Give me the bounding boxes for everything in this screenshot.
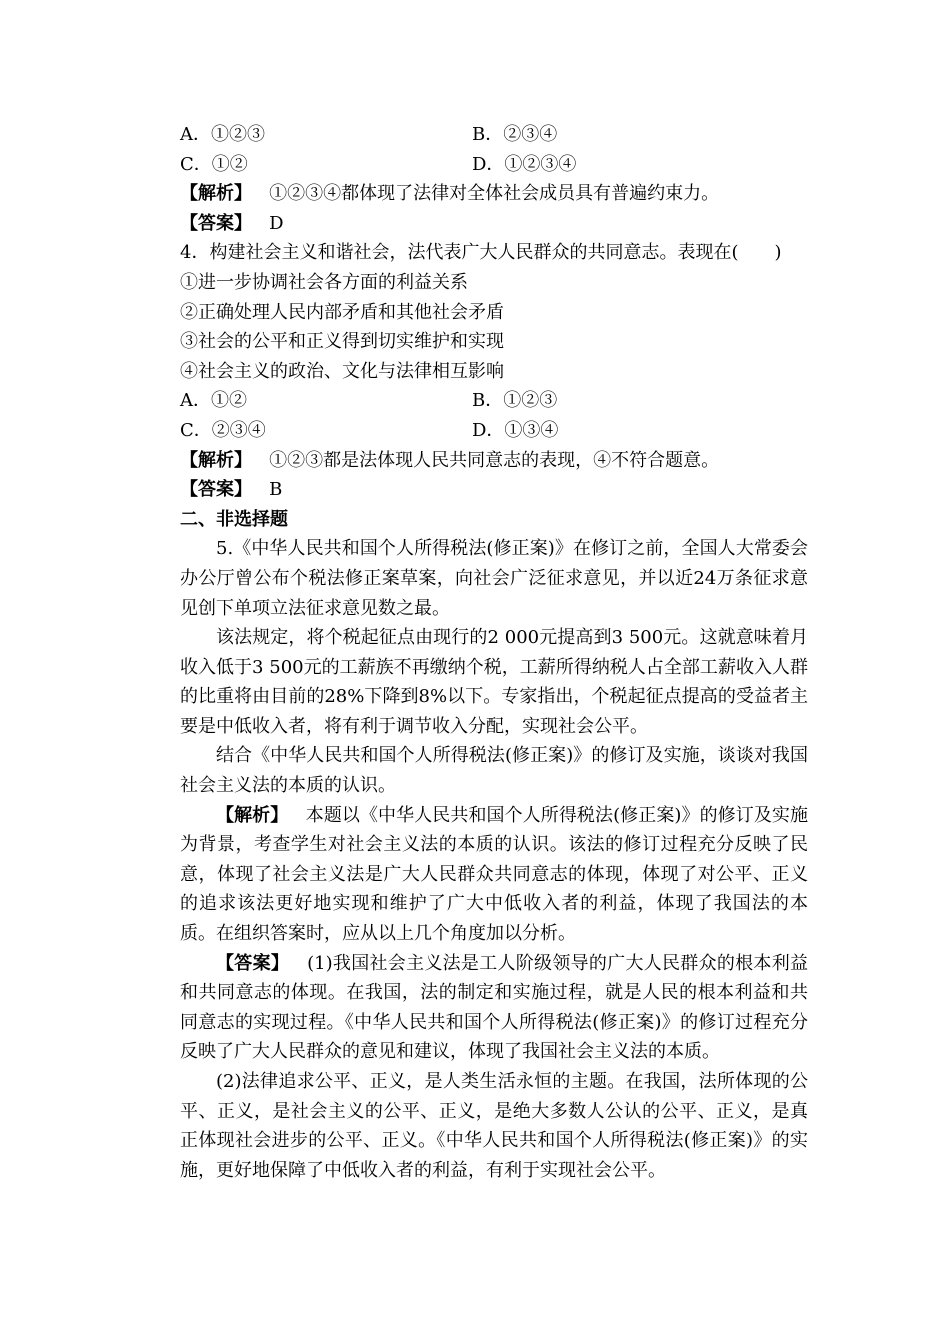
section-title: 二、非选择题: [180, 508, 288, 530]
q4-answer-text: B: [269, 479, 283, 501]
q3-options-row-2: [180, 150, 808, 180]
q5-paragraph-3: 结合《中华人民共和国个人所得税法(修正案)》的修订及实施，谈谈对我国社会主义法的本质的认识。: [180, 745, 808, 797]
q4-option-c: C．②③④: [180, 419, 266, 441]
q4-analysis-label: 【解析】: [180, 449, 252, 471]
q5-analysis: [180, 801, 808, 949]
q4-item-2: ②正确处理人民内部矛盾和其他社会矛盾: [180, 301, 504, 323]
q4-option-b: B．①②③: [472, 390, 558, 412]
q5-answer-1: [180, 949, 808, 1067]
q4-analysis: [180, 446, 808, 476]
q4-item-4: ④社会主义的政治、文化与法律相互影响: [180, 360, 504, 382]
q4-options-row-1: [180, 386, 808, 416]
q4-options-row-2: [180, 416, 808, 446]
q3-answer-label: 【答案】: [180, 212, 252, 234]
q3-option-c: C．①②: [180, 153, 248, 175]
q4-analysis-text: ①②③都是法体现人民共同意志的表现，④不符合题意。: [269, 449, 720, 471]
q5-answer-2: (2)法律追求公平、正义，是人类生活永恒的主题。在我国，法所体现的公平、正义，是社会主义的公平、正义，是绝大多数人公认的公平、正义，是真正体现社会进步的公平、正义。《中华人民共和国个人所得税法(修正案)》的实施，更好地保障了中低收入者的利益，有利于实现社会公平。: [180, 1071, 808, 1181]
q4-answer: [180, 475, 808, 505]
q3-option-b: B．②③④: [472, 124, 558, 145]
q5-paragraph-2: 该法规定，将个税起征点由现行的2 000元提高到3 500元。这就意味着月收入低于3 500元的工薪族不再缴纳个税，工薪所得纳税人占全部工薪收入人群的比重将由目前的28%下降到8%以下。专家指出，个税起征点提高的受益者主要是中低收入者，将有利于调节收入分配，实现社会公平。: [180, 627, 808, 737]
q5-analysis-text: 本题以《中华人民共和国个人所得税法(修正案)》的修订及实施为背景，考查学生对社会主义法的本质的认识。该法的修订过程充分反映了民意，体现了社会主义法是广大人民群众共同意志的体现，体现了对公平、正义的追求该法更好地实现和维护了广大中低收入者的利益，体现了我国法的本质。在组织答案时，应从以上几个角度加以分析。: [180, 804, 809, 945]
q5-analysis-label: 【解析】: [216, 804, 289, 826]
q5-answer-1-text: (1)我国社会主义法是工人阶级领导的广大人民群众的根本利益和共同意志的体现。在我国，法的制定和实施过程，就是人民的根本利益和共同意志的实现过程。《中华人民共和国个人所得税法(修正案)》的修订过程充分反映了广大人民群众的意见和建议，体现了我国社会主义法的本质。: [180, 952, 808, 1063]
q5-paragraph-1: 5.《中华人民共和国个人所得税法(修正案)》在修订之前，全国人大常委会办公厅曾公布个税法修正案草案，向社会广泛征求意见，并以近24万条征求意见创下单项立法征求意见数之最。: [180, 538, 808, 619]
q3-analysis-label: 【解析】: [180, 183, 252, 205]
q3-option-d: D．①②③④: [472, 153, 577, 175]
q3-answer: [180, 209, 808, 239]
q3-options-row-1: [180, 120, 808, 150]
q4-stem: 4．构建社会主义和谐社会，法代表广大人民群众的共同意志。表现在( ): [180, 242, 782, 264]
q3-analysis: [180, 179, 808, 209]
q4-item-1: ①进一步协调社会各方面的利益关系: [180, 271, 468, 293]
q4-option-d: D．①③④: [472, 419, 559, 441]
document-page: [180, 120, 808, 1185]
q4-option-a: A．①②: [180, 390, 247, 412]
q4-item-3: ③社会的公平和正义得到切实维护和实现: [180, 331, 504, 353]
q4-answer-label: 【答案】: [180, 479, 252, 501]
q3-analysis-text: ①②③④都体现了法律对全体社会成员具有普遍约束力。: [269, 183, 720, 205]
q3-option-a: A．①②③: [180, 124, 265, 145]
q3-answer-text: D: [269, 212, 284, 234]
q5-answer-label: 【答案】: [216, 952, 290, 974]
